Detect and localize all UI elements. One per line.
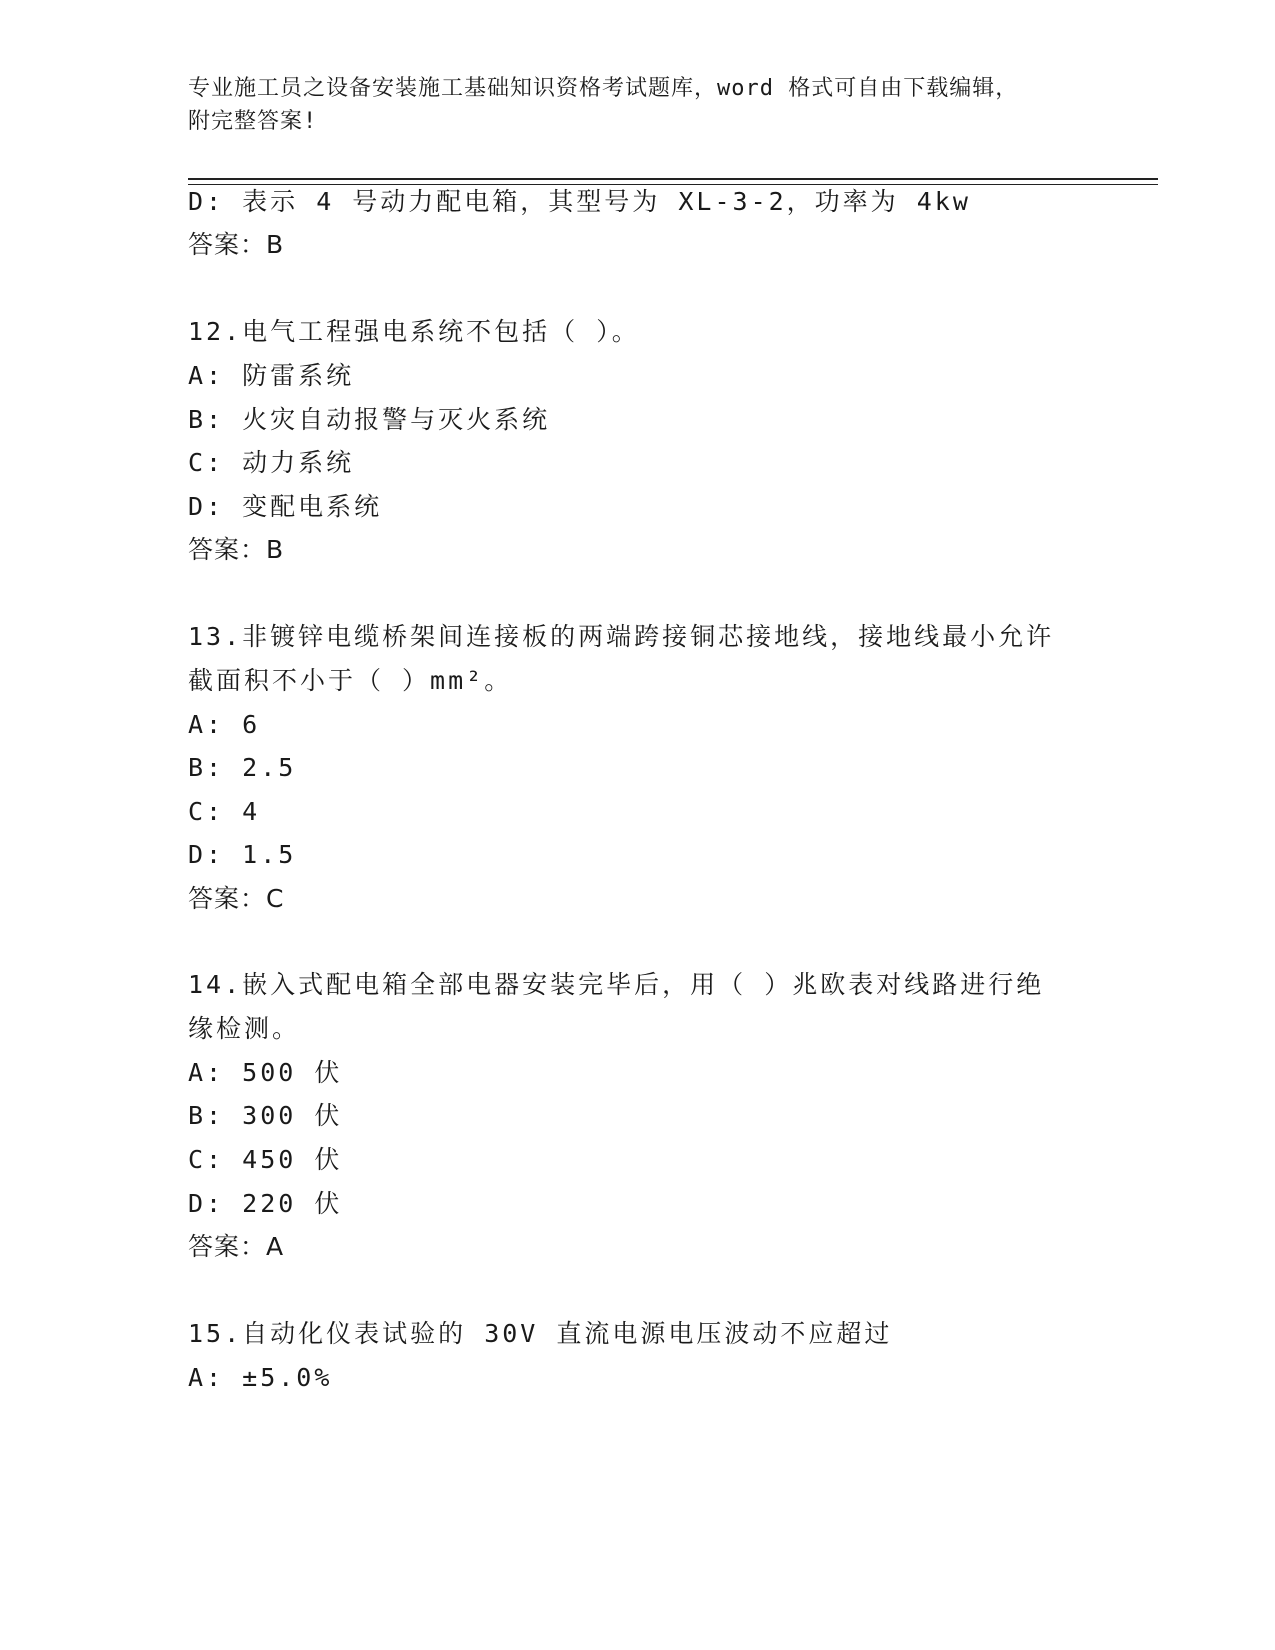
q11-answer: 答案：B <box>188 230 285 259</box>
q15-stem: 15.自动化仪表试验的 30V 直流电源电压波动不应超过 <box>188 1319 893 1348</box>
q13-option-c: C: 4 <box>188 797 261 826</box>
q14-option-c: C: 450 伏 <box>188 1145 343 1174</box>
q11-option-d: D: 表示 4 号动力配电箱，其型号为 XL-3-2，功率为 4kw <box>188 187 971 216</box>
q12-option-c: C: 动力系统 <box>188 448 355 477</box>
q12-stem: 12.电气工程强电系统不包括（ ）。 <box>188 317 640 346</box>
q12-answer: 答案：B <box>188 535 285 564</box>
q13-option-d: D: 1.5 <box>188 840 297 869</box>
header-line-1: 专业施工员之设备安装施工基础知识资格考试题库，word 格式可自由下载编辑， <box>188 76 1019 101</box>
q14-stem-line-1: 14.嵌入式配电箱全部电器安装完毕后，用（ ）兆欧表对线路进行绝 <box>188 970 1045 999</box>
q13-answer: 答案：C <box>188 884 285 913</box>
header-divider-thick <box>188 178 1158 180</box>
header-line-2: 附完整答案! <box>188 109 318 134</box>
q15-option-a: A: ±5.0% <box>188 1363 333 1392</box>
q14-stem-line-2: 缘检测。 <box>188 1014 301 1043</box>
q14-option-a: A: 500 伏 <box>188 1058 343 1087</box>
q14-option-b: B: 300 伏 <box>188 1101 343 1130</box>
q13-stem-line-2: 截面积不小于（ ）mm²。 <box>188 666 513 695</box>
q13-option-b: B: 2.5 <box>188 753 297 782</box>
document-header <box>188 72 1168 138</box>
q12-option-a: A: 防雷系统 <box>188 361 355 390</box>
q12-option-d: D: 变配电系统 <box>188 492 383 521</box>
q14-option-d: D: 220 伏 <box>188 1189 343 1218</box>
q13-option-a: A: 6 <box>188 710 261 739</box>
q12-option-b: B: 火灾自动报警与灭火系统 <box>188 405 551 434</box>
q14-answer: 答案：A <box>188 1232 285 1261</box>
q13-stem-line-1: 13.非镀锌电缆桥架间连接板的两端跨接铜芯接地线，接地线最小允许 <box>188 622 1055 651</box>
